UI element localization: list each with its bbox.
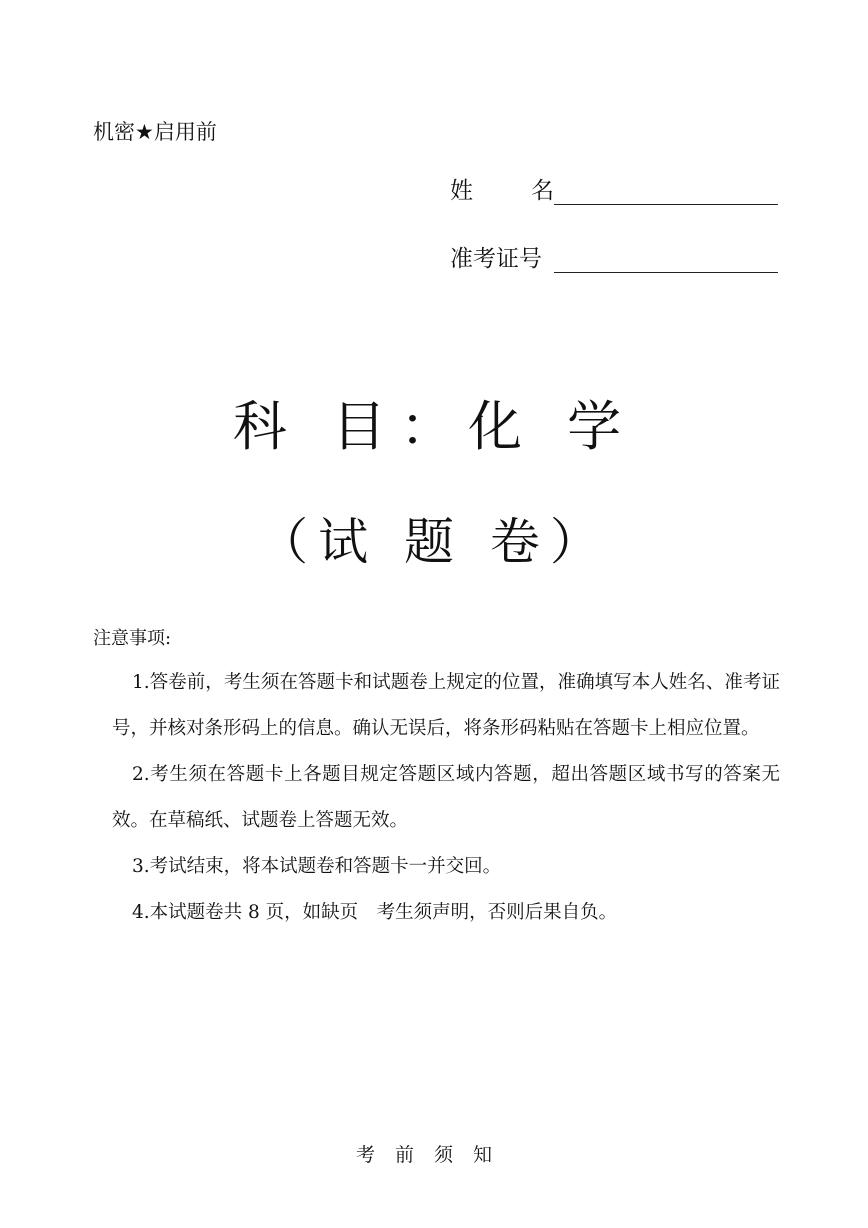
- name-label-char-1: 姓: [450, 178, 473, 204]
- exam-id-field-row: [450, 240, 778, 273]
- subject-title: 科 目：化 学: [232, 395, 636, 458]
- notice-list: [112, 660, 780, 936]
- name-label-char-2: 名: [531, 178, 554, 204]
- notice-item-2: 2.考生须在答题卡上各题目规定答题区域内答题，超出答题区域书写的答案无效。在草稿纸、试题卷上答题无效。: [112, 764, 780, 831]
- notice-item-4: 4.本试题卷共 8 页，如缺页 考生须声明，否则后果自负。: [132, 902, 618, 923]
- confidential-label: 机密★启用前: [93, 120, 217, 144]
- footer-caption: 考前须知: [355, 1144, 512, 1166]
- notice-heading: 注意事项:: [93, 628, 172, 649]
- notice-item-1: 1.答卷前，考生须在答题卡和试题卷上规定的位置，准确填写本人姓名、准考证号，并核对条形码上的信息。确认无误后，将条形码粘贴在答题卡上相应位置。: [112, 672, 780, 739]
- name-label: [450, 172, 554, 205]
- name-field-row: [450, 172, 778, 205]
- exam-id-label: 准考证号: [450, 246, 542, 272]
- notice-item-3: 3.考试结束，将本试题卷和答题卡一并交回。: [132, 856, 502, 877]
- name-blank-line: [554, 180, 778, 205]
- exam-id-blank-line: [554, 248, 778, 273]
- paper-type-title: （试 题 卷）: [258, 513, 610, 571]
